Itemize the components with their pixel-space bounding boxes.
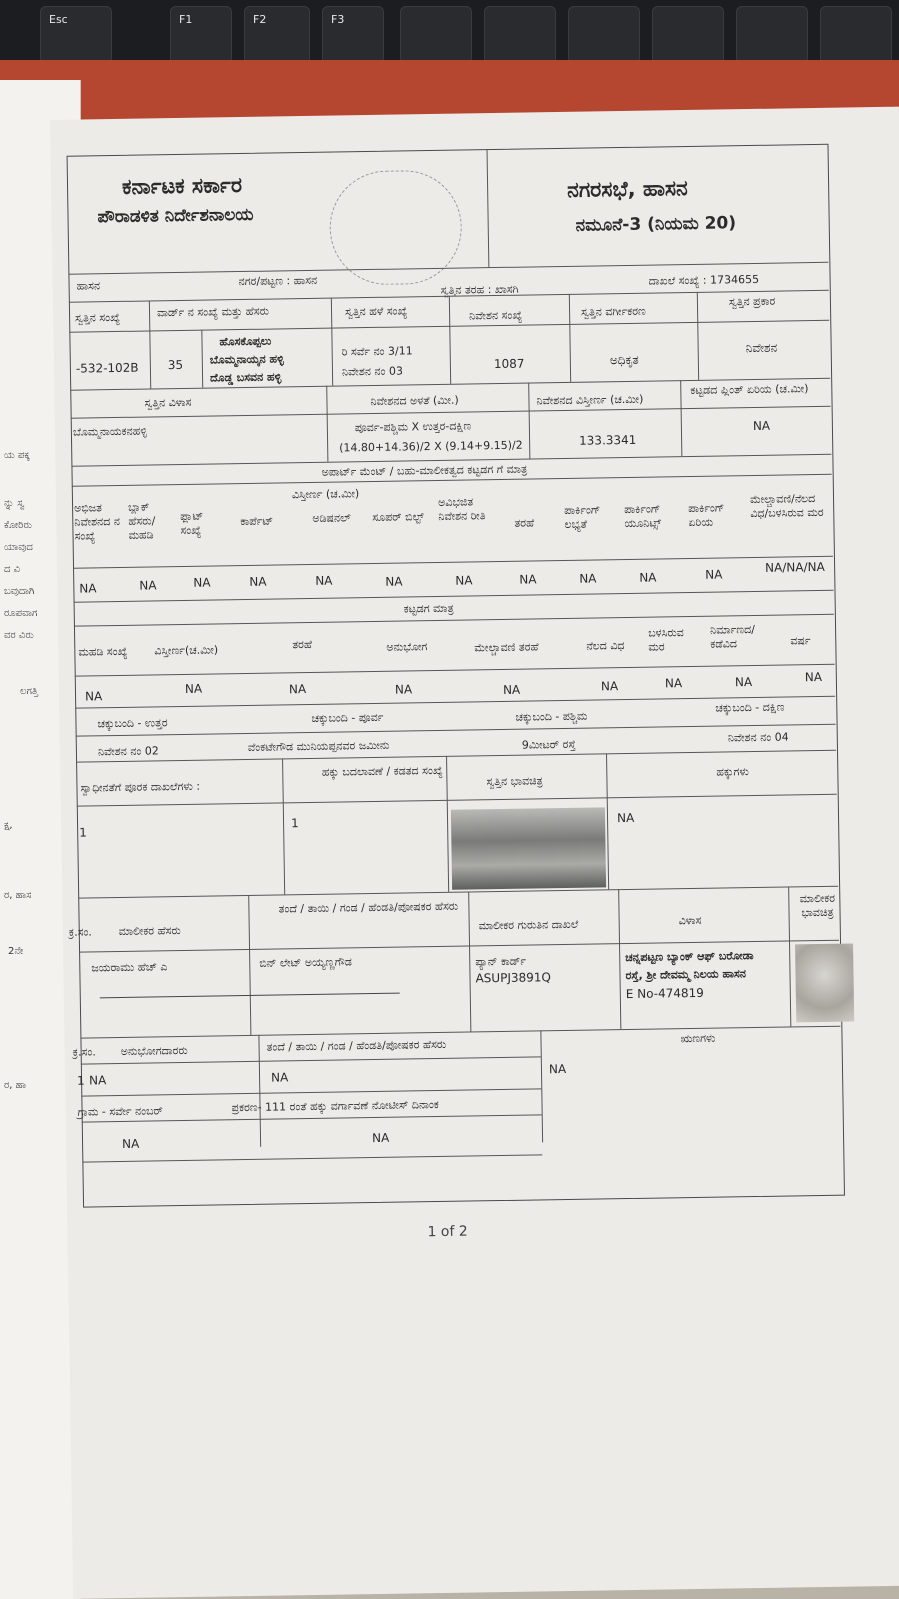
- occupant-name: NA: [88, 1073, 107, 1088]
- col-header: ಚಕ್ಕುಬಂದಿ - ಪೂರ್ವ: [311, 710, 384, 725]
- apartment-value: NA/NA/NA: [765, 559, 825, 575]
- building-value: NA: [734, 675, 753, 690]
- apartment-value: NA: [315, 573, 333, 588]
- document-sheet: [50, 107, 899, 1599]
- col-header: ಅಭಿಜತ ನಿವೇಶನದ ನ ಸಂಖ್ಯೆ: [73, 501, 121, 543]
- owner-id-number: ASUPJ3891Q: [475, 970, 552, 986]
- apartment-value: NA: [249, 574, 267, 589]
- col-header: ಋಣಗಳು: [680, 1031, 716, 1046]
- rights-value: NA: [616, 810, 635, 826]
- col-header: ಚಕ್ಕುಬಂದಿ - ಪಶ್ಚಿಮ: [515, 709, 588, 724]
- col-header: ತಂದೆ / ತಾಯಿ / ಗಂಡ / ಹೆಂಡತಿ/ಪೋಷಕರ ಹೆಸರು: [266, 1037, 447, 1054]
- apartment-value: NA: [579, 571, 597, 586]
- col-header: ಕಟ್ಟಡದ ಪ್ಲಿಂತ್ ಏರಿಯ (ಚ.ಮೀ): [690, 382, 809, 397]
- col-header: ಸ್ವತ್ತಿನ ಭಾವಚಿತ್ರ: [486, 774, 543, 789]
- binder-fragment: ವರ ವಿರು: [4, 630, 34, 641]
- binder-fragment: ರ, ಹಾಸ: [4, 890, 32, 901]
- col-header: ಪಾರ್ಕಿಂಗ್ ಏರಿಯ: [688, 501, 725, 530]
- binder-fragment: ರ, ಹಾ: [4, 1080, 27, 1091]
- property-id: -532-102B: [75, 360, 139, 376]
- keyboard-key: [244, 6, 310, 64]
- key-label: F3: [331, 13, 345, 26]
- keyboard-key: [322, 6, 384, 64]
- apartment-value: NA: [519, 572, 537, 587]
- keyboard-key: [568, 6, 640, 64]
- keyboard-key: [736, 6, 808, 64]
- col-header: ನಿವೇಶನದ ವಿಸ್ತೀರ್ಣ (ಚ.ಮೀ): [536, 392, 644, 408]
- col-header: ಅನುಭೋಗದಾರರು: [120, 1043, 188, 1059]
- apartment-value: NA: [193, 575, 211, 590]
- key-label: F2: [253, 13, 267, 26]
- owner-address: ರಸ್ತೆ, ಶ್ರೀ ದೇವಮ್ಮ ನಿಲಯ ಹಾಸನ: [625, 967, 747, 983]
- col-header: ವಿಳಾಸ: [678, 913, 702, 928]
- col-header: ಹಕ್ಕು ಬದಲಾವಣೆ / ಕಡತದ ಸಂಖ್ಯೆ: [321, 763, 443, 779]
- col-header: ಸ್ವತ್ತಿನ ಪ್ರಕಾರ: [728, 294, 776, 309]
- record-number: ದಾಖಲೆ ಸಂಖ್ಯೆ : 1734655: [648, 272, 760, 288]
- col-header: ಮಾಲೀಕರ ಗುರುತಿನ ದಾಖಲೆ: [478, 917, 579, 933]
- col-header: ಚಕ್ಕುಬಂದಿ - ದಕ್ಷಿಣ: [715, 700, 785, 715]
- old-number: ರಿ ಸರ್ವೆ ನಂ 3/11: [341, 344, 413, 359]
- city: ನಗರ/ಪಟ್ಟಣ : ಹಾಸನ: [238, 273, 318, 289]
- building-value: NA: [394, 682, 413, 697]
- col-header: ನೆಲದ ವಿಧ: [586, 639, 625, 653]
- col-header: ಕ್ರ.ಸಂ.: [72, 1045, 96, 1059]
- municipality-title: ನಗರಸಭೆ, ಹಾಸನ: [566, 175, 688, 202]
- col-header: ಚಕ್ಕುಬಂದಿ - ಉತ್ತರ: [97, 716, 168, 731]
- col-header: ತರಹೆ: [292, 637, 313, 652]
- binder-fragment: ಕೋರಿರು: [4, 520, 32, 531]
- col-header: ಬ್ಲಾಕ್ ಹೆಸರು/ ಮಹಡಿ: [127, 500, 156, 542]
- section-title: ಅಪಾರ್ಟ್ ಮೆಂಟ್ / ಬಹು-ಮಾಲೀಕತ್ವದ ಕಟ್ಟಡಗ ಗೆ ಮಾತ್ರ: [321, 462, 528, 479]
- col-header: ಫ್ಲಾಟ್ ಸಂಖ್ಯೆ: [180, 509, 204, 538]
- col-header: ಸ್ವಾಧೀನತೆಗೆ ಪೂರಕ ದಾಖಲೆಗಳು :: [80, 779, 201, 795]
- col-header: ತರಹೆ: [514, 516, 535, 530]
- building-value: NA: [502, 682, 521, 697]
- building-value: NA: [600, 679, 619, 694]
- col-header: ಮಾಲೀಕರ ಹೆಸರು: [118, 924, 181, 939]
- property-form: [67, 143, 857, 1151]
- property-type: ಸ್ವತ್ತಿನ ತರಹ : ಖಾಸಗಿ: [440, 282, 519, 297]
- col-header: ಪಾರ್ಕಿಂಗ್ ಯೂನಿಟ್ಸ್: [624, 502, 662, 531]
- col-header: ಮೇಲ್ಚಾವಣಿ ತರಹೆ: [474, 640, 539, 655]
- boundary-value: ನಿವೇಶನ ನಂ 04: [727, 730, 789, 745]
- apartment-value: NA: [385, 574, 403, 589]
- site-area: 133.3341: [578, 432, 637, 448]
- keyboard-key: [652, 6, 724, 64]
- occupant-relation: NA: [270, 1070, 289, 1085]
- col-header: ಸ್ವತ್ತಿನ ವಿಳಾಸ: [144, 395, 192, 410]
- col-header: ಅನುಭೋಗ: [386, 640, 428, 654]
- apartment-value: NA: [705, 567, 723, 582]
- site-dimensions: ಪೂರ್ವ-ಪಶ್ಚಿಮ X ಉತ್ತರ-ದಕ್ಷಿಣ: [354, 419, 472, 435]
- binder-fragment: ಯ ಪಕ್ಕ: [4, 450, 30, 461]
- col-header: ತಂದೆ / ತಾಯಿ / ಗಂಡ / ಹೆಂಡತಿ/ಪೋಷಕರ ಹೆಸರು: [278, 899, 459, 916]
- apartment-value: NA: [79, 581, 97, 596]
- directorate-title: ಪೌರಾಡಳಿತ ನಿರ್ದೇಶನಾಲಯ: [97, 204, 254, 228]
- binder-fragment: ಕ್ಷ,: [4, 820, 13, 831]
- col-header: ಮಾಲೀಕರ ಭಾವಚಿತ್ರ: [799, 891, 836, 920]
- owner-address: E No-474819: [625, 985, 704, 1002]
- binder-fragment: ಯಾವುದ: [4, 542, 33, 553]
- col-header: ವಿಸ್ತೀರ್ಣ(ಚ.ಮೀ): [154, 643, 219, 658]
- apartment-value: NA: [455, 573, 473, 588]
- col-header: ಸ್ವತ್ತಿನ ಸಂಖ್ಯೆ: [75, 310, 121, 325]
- keyboard-key: [400, 6, 472, 64]
- boundary-value: ನಿವೇಶನ ನಂ 02: [97, 744, 159, 759]
- ward-name: ಬೊಮ್ಮನಾಯ್ಕನ ಹಳ್ಳಿ: [209, 352, 284, 367]
- col-header: ನಿವೇಶನದ ಅಳತೆ (ಮೀ.): [370, 393, 459, 409]
- form-number: ನಮೂನೆ-3 (ನಿಯಮ 20): [575, 213, 737, 236]
- binder-fragment: ರೂಪವಾಗ: [4, 608, 38, 619]
- keyboard-key: [40, 6, 112, 64]
- page-number: 1 of 2: [427, 1223, 468, 1241]
- col-header: ಮೇಲ್ಚಾವಣಿ/ನೆಲದ ವಿಧ/ಬಳಸಿರುವ ಮರ: [749, 492, 824, 521]
- apartment-value: NA: [139, 578, 157, 593]
- building-value: NA: [288, 682, 307, 697]
- owner-id-type: ಪ್ಯಾನ್ ಕಾರ್ಡ್: [475, 954, 527, 969]
- district: ಹಾಸನ: [76, 279, 101, 293]
- building-value: NA: [84, 689, 103, 704]
- key-label: Esc: [49, 13, 68, 26]
- col-header: ಅಡಿಷನಲ್: [312, 511, 351, 525]
- section-title: ಕಟ್ಟಡಗ ಮಾತ್ರ: [403, 601, 454, 616]
- property-photo: [451, 807, 606, 889]
- col-header: ಕಾರ್ಪೆಟ್: [240, 514, 274, 529]
- building-value: NA: [804, 669, 823, 685]
- notice-date: NA: [371, 1130, 390, 1146]
- file-number: 1: [290, 816, 299, 831]
- apartment-value: NA: [639, 570, 657, 585]
- col-header: ವರ್ಷ: [790, 634, 811, 648]
- col-header: ಮಹಡಿ ಸಂಖ್ಯೆ: [78, 644, 128, 659]
- col-header: ಅವಿಭಜಿತ ನಿವೇಶನ ರೀತಿ: [437, 495, 486, 523]
- classification: ಅಧಿಕೃತ: [609, 352, 639, 368]
- col-header: ಕ್ರ.ಸಂ.: [68, 925, 92, 939]
- binder-fragment: ಲಗತ್ತಿ: [20, 686, 39, 697]
- keyboard-key: [484, 6, 556, 64]
- col-header: ಹಕ್ಕುಗಳು: [716, 765, 749, 779]
- loans-value: NA: [548, 1062, 567, 1077]
- boundary-value: 9ಮೀಟರ್ ರಸ್ತೆ: [521, 737, 576, 752]
- building-value: NA: [184, 681, 203, 696]
- col-header: ಸ್ವತ್ತಿನ ವರ್ಗೀಕರಣ: [580, 304, 646, 319]
- document-value: 1: [79, 825, 87, 840]
- binder-fragment: 2ನೇ: [8, 946, 24, 957]
- key-label: F1: [179, 13, 193, 26]
- col-header: ಗ್ರಾಮ - ಸರ್ವೇ ನಂಬರ್: [77, 1104, 163, 1119]
- property-category: ನಿವೇಶನ: [745, 340, 778, 356]
- ward-name: ಹೊಸಕೊಪ್ಪಲು: [219, 334, 272, 349]
- govt-title: ಕರ್ನಾಟಕ ಸರ್ಕಾರ: [121, 172, 243, 199]
- property-address: ಬೊಮ್ಮನಾಯಕನಹಳ್ಳಿ: [72, 424, 148, 439]
- col-header: ಸೂಪರ್ ಬಿಲ್ಟ್: [372, 510, 425, 524]
- binder-fragment: ನ್ನು ಸ್ವ: [4, 498, 25, 509]
- plinth-area: NA: [752, 418, 771, 433]
- boundary-value: ವೆಂಕಟೇಗೌಡ ಮುನಿಯಪ್ಪನವರ ಜಮೀನು: [247, 738, 390, 754]
- ward-number: 35: [167, 357, 184, 373]
- owner-name: ಜಯರಾಮು ಹೆಚ್ ಎ: [91, 960, 168, 975]
- survey-value: NA: [121, 1136, 140, 1151]
- site-number: 1087: [493, 356, 525, 372]
- keyboard-key: [170, 6, 232, 64]
- old-number: ನಿವೇಶನ ನಂ 03: [341, 364, 404, 379]
- col-header: ಬಳಸಿರುವ ಮರ: [648, 626, 684, 654]
- col-header: ಪ್ರಕರಣ- 111 ರಂತೆ ಹಕ್ಕು ವರ್ಗಾವಣೆ ನೋಟೀಸ್ ದಿನಾಂಕ: [231, 1098, 439, 1115]
- binder-fragment: ದ ವಿ: [4, 564, 21, 575]
- occupant-sl: 1: [76, 1073, 85, 1088]
- col-header: ವಾರ್ಡ್ ನ ಸಂಖ್ಯೆ ಮತ್ತು ಹೆಸರು: [156, 304, 270, 320]
- col-header: ನಿರ್ಮಾಣದ/ ಕಡೆವಿದ: [709, 622, 755, 651]
- owner-relation: ಬಿನ್ ಲೇಟ್ ಅಯ್ಯಣ್ಣಗೌಡ: [259, 955, 352, 970]
- site-dimensions: (14.80+14.36)/2 X (9.14+9.15)/2: [339, 438, 523, 455]
- binder-fragment: ಬವುದಾಗಿ: [4, 586, 35, 597]
- owner-address: ಚನ್ನಪಟ್ಟಣ ಬ್ಯಾಂಕ್ ಆಫ್ ಬರೋಡಾ: [625, 949, 754, 965]
- keyboard-key: [820, 6, 892, 64]
- col-header: ಪಾರ್ಕಿಂಗ್ ಲಭ್ಯತೆ: [564, 503, 601, 531]
- col-header: ಸ್ವತ್ತಿನ ಹಳೆ ಸಂಖ್ಯೆ: [344, 304, 408, 319]
- building-value: NA: [664, 676, 683, 691]
- col-header: ನಿವೇಶನ ಸಂಖ್ಯೆ: [469, 308, 523, 323]
- owner-photo: [795, 943, 854, 1022]
- ward-name: ದೊಡ್ಡ ಬಸವನ ಹಳ್ಳಿ: [209, 370, 282, 385]
- area-group-header: ವಿಸ್ತೀರ್ಣ (ಚ.ಮೀ): [291, 487, 360, 502]
